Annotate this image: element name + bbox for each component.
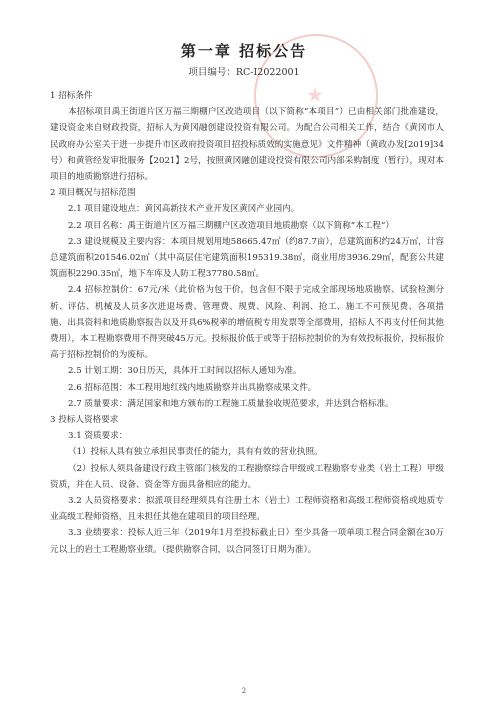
clause-2-4: 2.4 招标控制价：67元/米（此价格为包干价，包含但不限于完成全部现场地质勘察、试验检测分析、评估、机械及人员多次进退场费、管理费、规费、风险、利润、抢工、施工不可预见费、各项措施、出具资料和地质勘察报告以及开具6%税率的增值税专用发票等全部费用，招标人不再支付任何其他费用），本工程勘察费用不得突破45万元。投标报价低于或等于招标控制价的为有效投标报价，投标报价高于招标控制价的为废标。 — [50, 285, 444, 361]
clause-2-3: 2.3 建设规模及主要内容：本项目规划用地58665.47㎡（约87.7亩），总建筑面积约24万㎡，计容总建筑面积201546.02㎡（其中高层住宅建筑面积195319.38㎡，商业用房3936.29㎡，配套公共建筑面积2290.35㎡，地下车库及人防工程37780.58㎡。 — [50, 236, 444, 280]
section-2-heading: 2 项目概况与招标范围 — [50, 188, 136, 199]
clause-3-2: 3.2 人员资格要求：拟派项目经理须具有注册土木（岩土）工程师资格和高级工程师资格或地质专业高级工程师资格，且未担任其他在建项目的项目经理。 — [50, 496, 444, 523]
clause-3-3: 3.3 业绩要求：投标人近三年（2019年1月至投标截止日）至少具备一项单项工程合同金额在30万元以上的岩土工程勘察业绩。（提供勘察合同，以合同签订日期为准）。 — [50, 528, 444, 555]
clause-3-1-1: （1）投标人具有独立承担民事责任的能力，具有有效的营业执照。 — [68, 447, 323, 458]
section-1-paragraph: 本招标项目禹王街道片区万福三期棚户区改造项目（以下简称“本项目”）已由相关部门批准建设，建设资金来自财政投资，招标人为黄冈融创建设投资有限公司。为配合公司相关工作，结合《黄冈市人民政府办公室关于进一步提升市区政府投资项目招投标质效的实施意见》文件精神（黄政办发[2019]34号）和黄管经发审批服务【2021】2号，按照黄冈融创建设投资有限公司内部采购制度（暂行），现对本项目的地质勘察进行招标。 — [50, 107, 444, 183]
clause-3-1-2: （2）投标人须具备建设行政主管部门核发的工程勘察综合甲级或工程勘察专业类（岩土工程）甲级资质，并在人员、设备、资金等方面具备相应的能力。 — [50, 463, 444, 490]
clause-2-1: 2.1 项目建设地点：黄冈高新技术产业开发区黄冈产业园内。 — [68, 204, 300, 215]
document-body — [50, 88, 444, 558]
project-number: 项目编号：RC-I2022001 — [188, 67, 300, 78]
clause-2-7: 2.7 质量要求：满足国家和地方颁布的工程施工质量验收规范要求，并达到合格标准。 — [68, 398, 394, 409]
page-number: 2 — [241, 687, 247, 695]
chapter-title: 第一章 招标公告 — [180, 42, 308, 60]
section-3-heading: 3 投标人资格要求 — [50, 415, 119, 426]
section-1-heading: 1 招标条件 — [50, 91, 93, 101]
clause-3-1: 3.1 资质要求： — [68, 431, 128, 442]
clause-2-2: 2.2 项目名称：禹王街道片区万福三期棚户区改造项目地质勘察（以下简称“本工程”） — [68, 220, 394, 231]
clause-2-6: 2.6 招标范围：本工程用地红线内地质勘察并出具勘察成果文件。 — [68, 382, 317, 393]
clause-2-5: 2.5 计划工期：30日历天，具体开工时间以招标人通知为准。 — [68, 366, 302, 377]
